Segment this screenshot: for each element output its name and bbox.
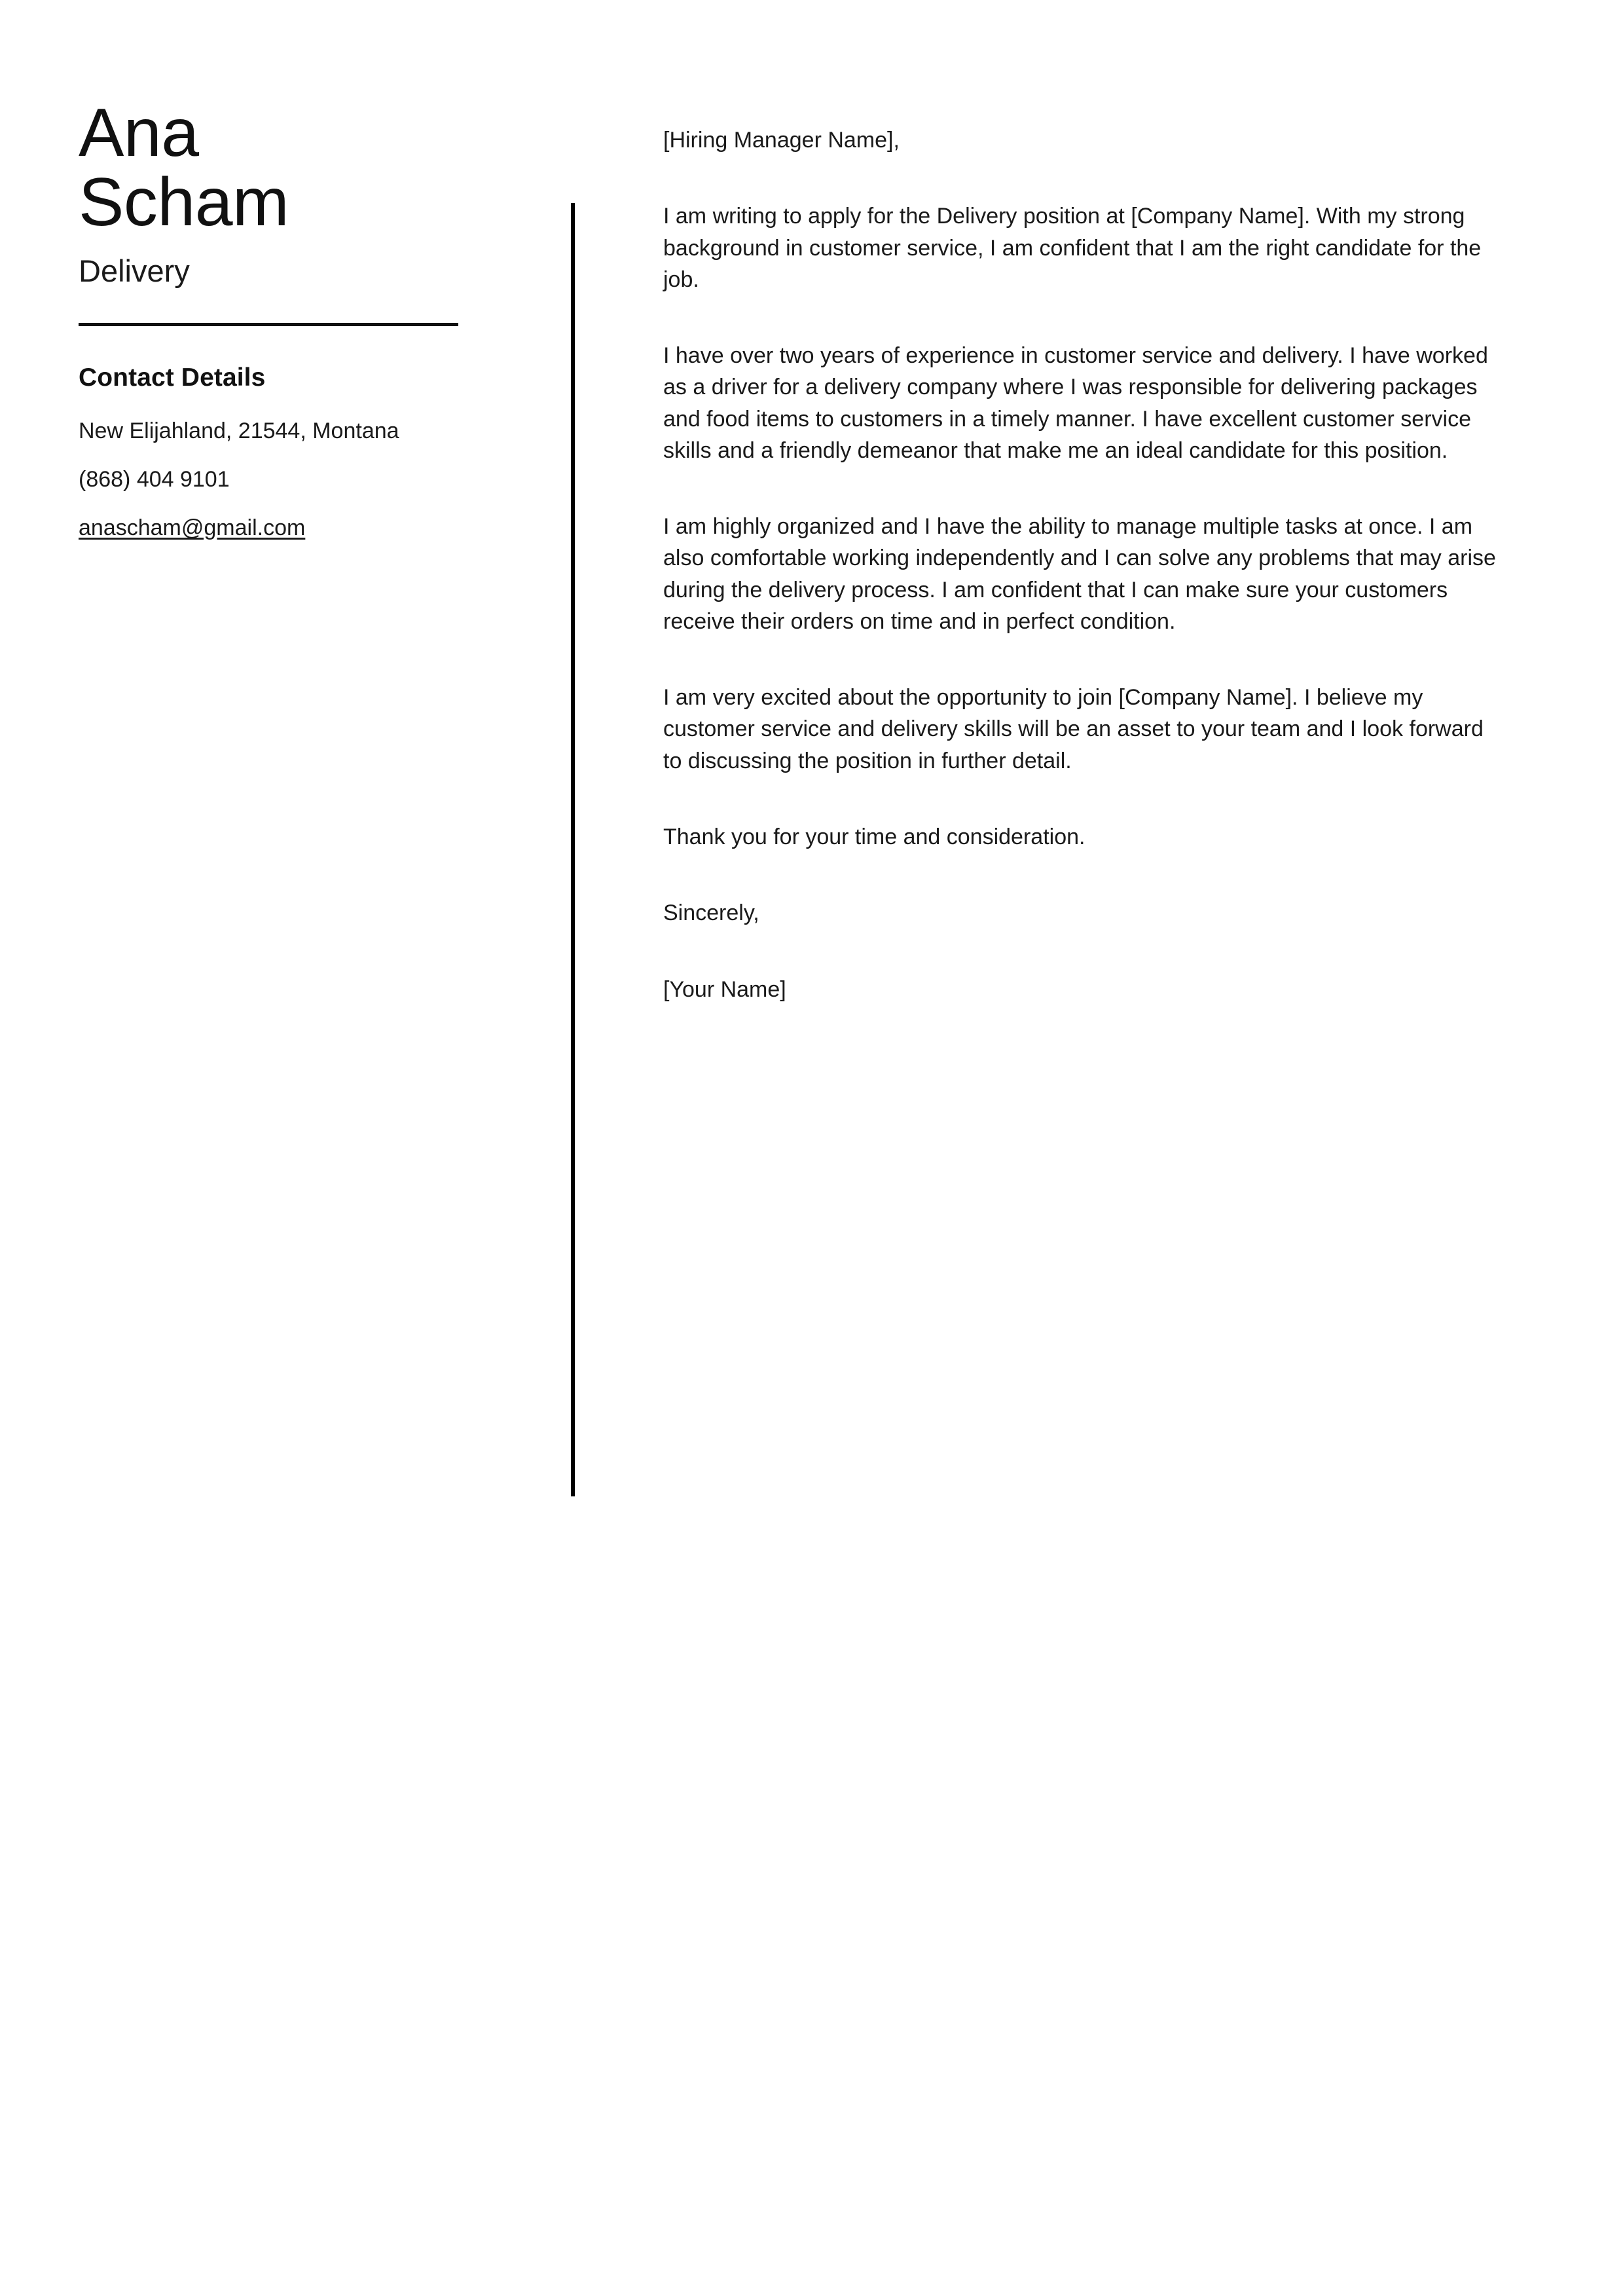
letter-salutation: [Hiring Manager Name],: [663, 128, 900, 153]
candidate-first-name: Ana: [79, 95, 199, 171]
sidebar: [79, 95, 498, 561]
letter-body: [663, 124, 1504, 1005]
candidate-name: [79, 95, 498, 241]
letter-paragraph-1: I am writing to apply for the Delivery position at [Company Name]. With my strong background in customer service, I am confident that I am the right candidate for the job.: [663, 204, 1482, 292]
letter-signature: [Your Name]: [663, 976, 786, 1002]
candidate-last-name: Scham: [79, 164, 289, 241]
letter-thanks: Thank you for your time and consideration.: [663, 824, 1085, 849]
candidate-role-title: Delivery: [79, 253, 190, 289]
letter-paragraph-2: I have over two years of experience in customer service and delivery. I have worked as a driver for a delivery company where I was responsible for delivering packages and food items to customers in a timely manner. I have excellent customer service skills and a friendly demeanor that make me an ideal candidate for this position.: [663, 343, 1488, 463]
column-divider: [571, 203, 575, 1496]
contact-details-heading: Contact Details: [79, 363, 266, 392]
letter-closing: Sincerely,: [663, 900, 759, 926]
contact-email-link[interactable]: anascham@gmail.com: [79, 515, 306, 541]
letter-paragraph-3: I am highly organized and I have the ability to manage multiple tasks at once. I am also comfortable working independently and I can solve any problems that may arise during the delivery process. I am confident that I can make sure your customers receive their orders on time and in perfect condition.: [663, 514, 1496, 634]
contact-details-list: [79, 415, 498, 544]
header-divider-rule: [79, 323, 458, 326]
contact-phone: (868) 404 9101: [79, 467, 230, 492]
contact-address: New Elijahland, 21544, Montana: [79, 418, 399, 443]
letter-paragraph-4: I am very excited about the opportunity to join [Company Name]. I believe my customer service and delivery skills will be an asset to your team and I look forward to discussing the position in further detail.: [663, 685, 1484, 773]
